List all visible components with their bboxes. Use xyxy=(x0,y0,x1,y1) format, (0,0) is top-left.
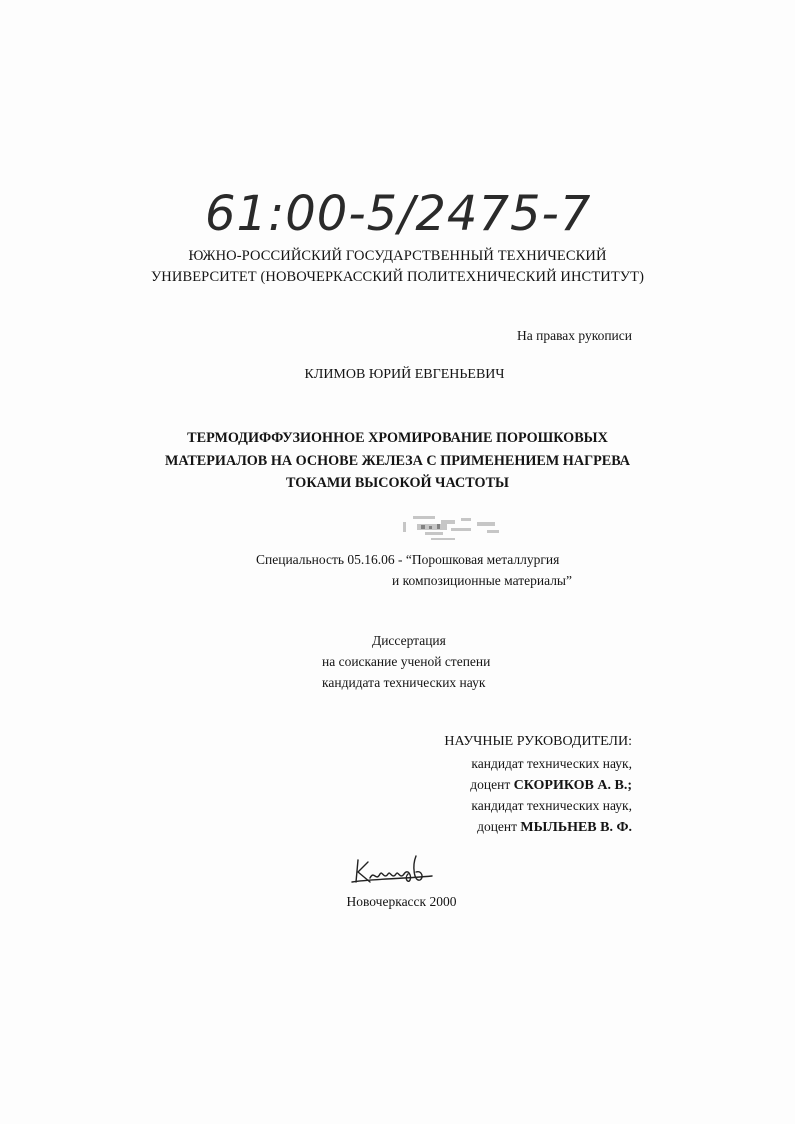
supervisor1-line xyxy=(470,777,632,794)
specialty-line2: и композиционные материалы” xyxy=(392,573,572,588)
university-name-line2: УНИВЕРСИТЕТ (НОВОЧЕРКАССКИЙ ПОЛИТЕХНИЧЕСКИЙ ИНСТИТУТ) xyxy=(150,269,645,285)
archive-code-handwritten xyxy=(0,180,795,250)
archive-code-text: 61:00-5/2475-7 xyxy=(205,186,592,242)
supervisor1-position: доцент xyxy=(470,777,511,792)
city-year: Новочеркасск 2000 xyxy=(346,894,457,909)
manuscript-rights-note: На правах рукописи xyxy=(516,328,632,343)
supervisor1-degree: кандидат технических наук, xyxy=(471,756,632,771)
supervisor2-line xyxy=(477,819,632,836)
dissertation-label: Диссертация xyxy=(372,633,446,648)
university-name-line1: ЮЖНО-РОССИЙСКИЙ ГОСУДАРСТВЕННЫЙ ТЕХНИЧЕСКИЙ xyxy=(188,248,607,264)
degree-purpose-line: на соискание ученой степени xyxy=(322,654,491,669)
supervisor2-degree: кандидат технических наук, xyxy=(471,798,632,813)
author-signature xyxy=(350,852,435,892)
dissertation-title-line2: МАТЕРИАЛОВ НА ОСНОВЕ ЖЕЛЕЗА С ПРИМЕНЕНИЕМ НАГРЕВА xyxy=(164,453,631,469)
author-name: КЛИМОВ ЮРИЙ ЕВГЕНЬЕВИЧ xyxy=(304,367,505,382)
dissertation-title-line1: ТЕРМОДИФФУЗИОННОЕ ХРОМИРОВАНИЕ ПОРОШКОВЫХ xyxy=(187,430,608,446)
supervisor2-name: МЫЛЬНЕВ В. Ф. xyxy=(520,820,632,835)
faded-stamp xyxy=(395,508,515,548)
supervisors-heading: НАУЧНЫЕ РУКОВОДИТЕЛИ: xyxy=(444,734,632,749)
supervisor1-name: СКОРИКОВ А. В.; xyxy=(513,778,632,793)
dissertation-title-line3: ТОКАМИ ВЫСОКОЙ ЧАСТОТЫ xyxy=(286,475,509,491)
degree-name-line: кандидата технических наук xyxy=(322,675,486,690)
supervisor2-position: доцент xyxy=(477,819,518,834)
specialty-line1: Специальность 05.16.06 - “Порошковая металлургия xyxy=(256,552,560,567)
